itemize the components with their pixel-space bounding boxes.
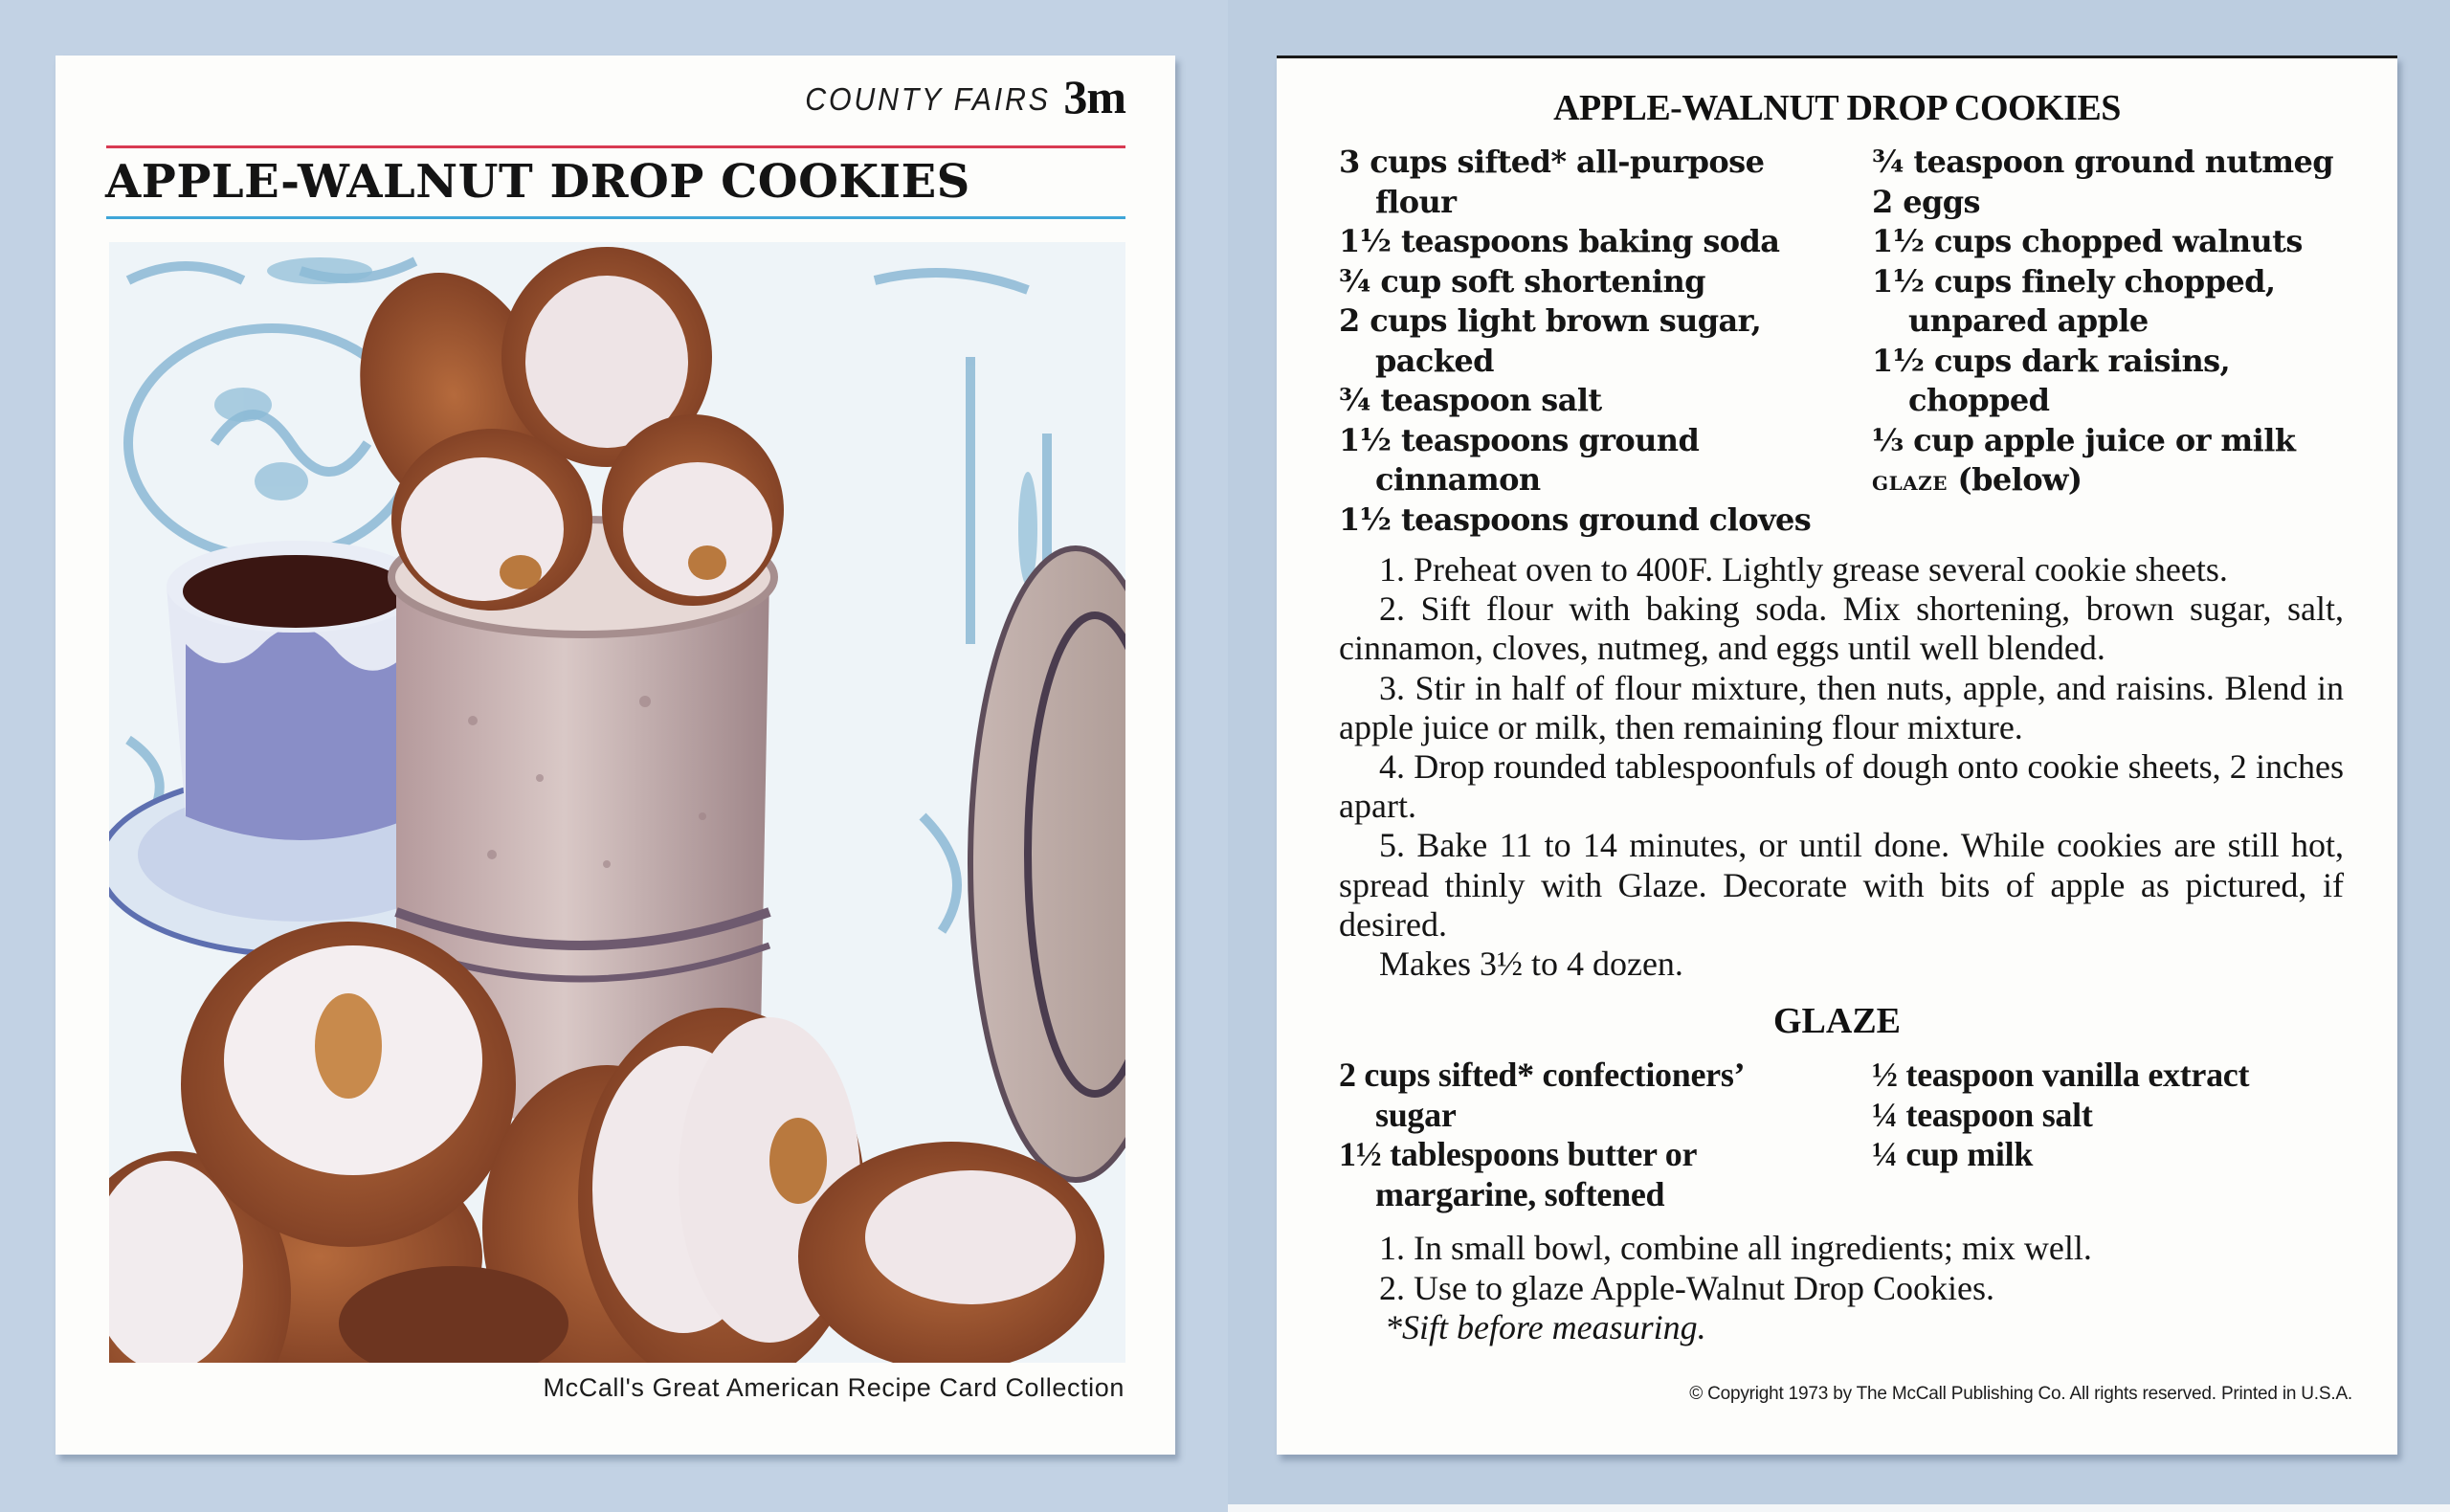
glaze-ingredients-left — [1339, 1056, 1745, 1214]
glaze-ingredient: 1½ tablespoons butter or — [1339, 1135, 1698, 1173]
ingredient-continuation: flour — [1375, 183, 1457, 220]
ingredients-left-column — [1339, 143, 1811, 540]
glaze-directions — [1339, 1229, 2092, 1348]
copyright-notice: © Copyright 1973 by The McCall Publishing Co. All rights reserved. Printed in U.S.A. — [1689, 1384, 2352, 1404]
ingredient-continuation: chopped — [1908, 382, 2050, 418]
bottom-rule — [106, 216, 1125, 219]
glaze-ingredient: ¼ teaspoon salt — [1872, 1095, 2093, 1134]
recipe-title: APPLE-WALNUT DROP COOKIES — [105, 155, 970, 209]
glaze-ingredient-continuation: sugar — [1375, 1095, 1457, 1134]
direction-step: 5. Bake 11 to 14 minutes, or until done. While cookies are still hot, spread thinly with Glaze. Decorate with bits of apple as pictured, if desired. — [1339, 826, 2344, 944]
ingredients-right-column — [1872, 143, 2333, 501]
ingredient: 2 cups light brown sugar, — [1339, 302, 1762, 339]
yield-text: Makes 3½ to 4 dozen. — [1379, 945, 1683, 984]
ingredient: ¾ cup soft shortening — [1339, 262, 1705, 300]
direction-step: 2. Sift flour with baking soda. Mix shortening, brown sugar, salt, cinnamon, cloves, nutmeg, and eggs until well blended. — [1339, 589, 2344, 668]
ingredient: 1½ cups chopped walnuts — [1872, 223, 2303, 259]
recipe-card-front — [56, 56, 1175, 1455]
ingredient: 1½ cups dark raisins, — [1872, 342, 2231, 379]
glaze-heading: GLAZE — [1772, 1001, 1902, 1041]
glaze-ingredient-continuation: margarine, softened — [1375, 1174, 1665, 1213]
directions — [1339, 550, 2344, 984]
ingredient: 1½ cups finely chopped, — [1872, 262, 2276, 300]
cookies-photo-illustration — [109, 242, 1125, 1363]
direction-step: 4. Drop rounded tablespoonfuls of dough onto cookie sheets, 2 inches apart. — [1339, 747, 2344, 826]
ingredient-glaze-reference — [1872, 460, 2333, 501]
ingredient: 2 eggs — [1872, 183, 1980, 220]
glaze-reference-text: (below) — [1948, 461, 2082, 498]
recipe-card-back — [1277, 56, 2397, 1455]
category-label: COUNTY FAIRS — [805, 81, 1051, 117]
ingredient: ¾ teaspoon salt — [1339, 382, 1602, 418]
background-strip — [1228, 1504, 2450, 1512]
glaze-step: 2. Use to glaze Apple-Walnut Drop Cookies. — [1379, 1268, 1994, 1307]
card-number: 3m — [1063, 70, 1125, 123]
ingredient: 3 cups sifted* all-purpose — [1339, 144, 1765, 180]
ingredient-continuation: packed — [1375, 342, 1494, 379]
top-rule — [106, 145, 1125, 148]
ingredient: ⅓ cup apple juice or milk — [1872, 421, 2296, 458]
glaze-ingredient: ¼ cup milk — [1872, 1135, 2034, 1173]
ingredient: 1½ teaspoons baking soda — [1339, 223, 1780, 259]
direction-step: 3. Stir in half of flour mixture, then nuts, apple, and raisins. Blend in apple juice or milk, then remaining flour mixture. — [1339, 668, 2344, 746]
glaze-ingredient: 2 cups sifted* confectioners’ — [1339, 1056, 1746, 1094]
recipe-title: APPLE-WALNUT DROP COOKIES — [1553, 88, 2121, 128]
ingredient-continuation: unpared apple — [1908, 302, 2149, 339]
glaze-ingredients-right — [1872, 1056, 2249, 1175]
ingredient: 1½ teaspoons ground cloves — [1339, 500, 1812, 538]
glaze-step: 1. In small bowl, combine all ingredients; mix well. — [1379, 1229, 2092, 1267]
ingredient: ¾ teaspoon ground nutmeg — [1872, 144, 2334, 180]
ingredient-continuation: cinnamon — [1375, 461, 1541, 498]
recipe-photo — [109, 242, 1125, 1363]
collection-credit: McCall's Great American Recipe Card Collection — [543, 1373, 1125, 1402]
glaze-ingredient: ½ teaspoon vanilla extract — [1872, 1056, 2250, 1094]
sift-note: *Sift before measuring. — [1385, 1308, 1706, 1346]
direction-step: 1. Preheat oven to 400F. Lightly grease several cookie sheets. — [1379, 550, 2228, 589]
glaze-smallcaps: glaze — [1872, 464, 1949, 497]
ingredient: 1½ teaspoons ground — [1339, 421, 1700, 458]
